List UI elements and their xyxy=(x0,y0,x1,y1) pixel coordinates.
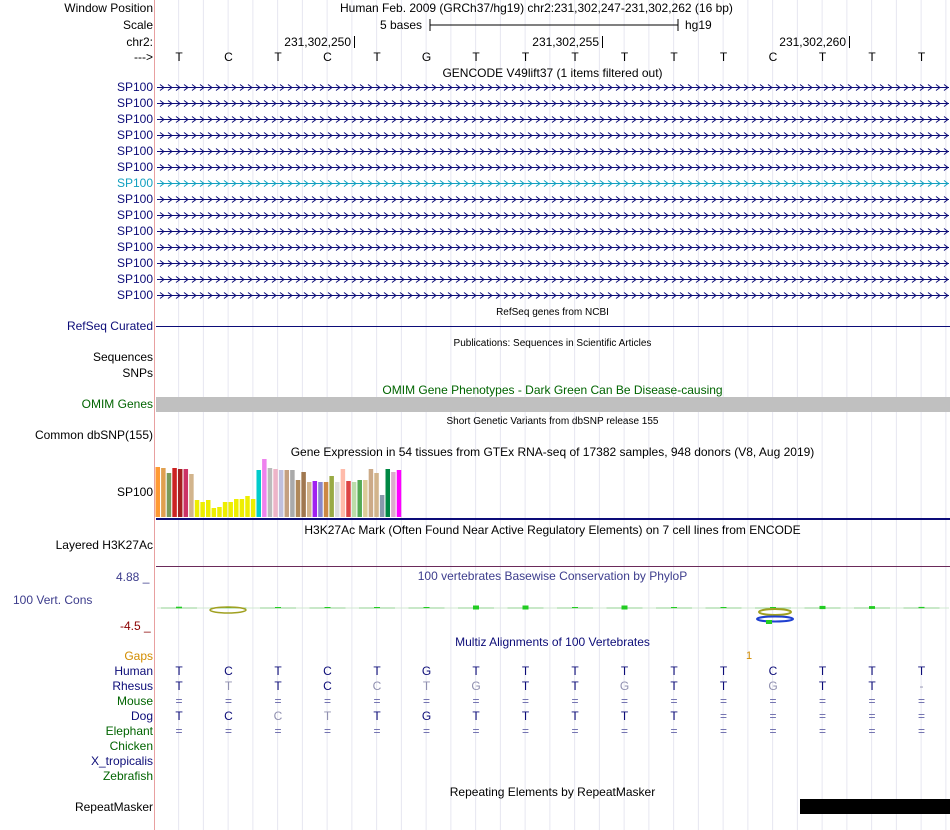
aligned-base: C xyxy=(224,709,233,723)
aligned-base: T xyxy=(620,709,629,723)
aligned-base: T xyxy=(274,679,282,693)
aligned-base: T xyxy=(670,709,678,723)
aligned-base: G xyxy=(421,664,432,678)
multiz-species-label[interactable]: X_tropicalis xyxy=(90,754,153,768)
aligned-base: = xyxy=(719,694,727,708)
conservation-score-bar xyxy=(919,607,925,608)
multiz-species-label[interactable]: Human xyxy=(114,664,153,678)
aligned-base: = xyxy=(917,724,925,738)
reference-base: T xyxy=(719,50,728,64)
reference-base: T xyxy=(175,50,183,64)
aligned-base: G xyxy=(619,679,630,693)
strand-label: ---> xyxy=(134,50,153,64)
conservation-score-bar xyxy=(820,606,826,609)
aligned-base: = xyxy=(521,724,529,738)
aligned-base: T xyxy=(175,679,183,693)
aligned-base: C xyxy=(768,664,778,678)
aligned-base: = xyxy=(769,724,777,738)
gencode-gene-label[interactable]: SP100 xyxy=(116,96,153,110)
aligned-base: = xyxy=(224,724,232,738)
aligned-base: T xyxy=(719,679,728,693)
aligned-base: = xyxy=(719,709,727,723)
gtex-label[interactable]: SP100 xyxy=(116,485,153,499)
aligned-base: T xyxy=(373,709,381,723)
window-position-label: Window Position xyxy=(64,1,153,15)
reference-base: T xyxy=(373,50,381,64)
aligned-base: = xyxy=(274,694,282,708)
aligned-base: T xyxy=(670,664,678,678)
reference-base: T xyxy=(818,50,827,64)
repeat-element[interactable] xyxy=(800,799,950,814)
aligned-base: = xyxy=(769,709,777,723)
aligned-base: - xyxy=(919,679,924,693)
gencode-title: GENCODE V49lift37 (1 items filtered out) xyxy=(442,66,663,80)
aligned-base: C xyxy=(273,709,283,723)
reference-base: T xyxy=(521,50,530,64)
insertion-marker xyxy=(759,609,791,615)
gaps-label: Gaps xyxy=(124,649,153,663)
aligned-base: = xyxy=(818,694,826,708)
repeatmasker-title: Repeating Elements by RepeatMasker xyxy=(449,785,656,799)
dbsnp-title: Short Genetic Variants from dbSNP release 155 xyxy=(446,416,659,427)
gencode-gene-label[interactable]: SP100 xyxy=(116,288,153,302)
aligned-base: = xyxy=(917,694,925,708)
aligned-base: T xyxy=(373,664,381,678)
conservation-score-bar xyxy=(770,607,776,608)
aligned-base: T xyxy=(422,679,431,693)
conservation-score-bar xyxy=(473,606,479,610)
aligned-base: = xyxy=(670,724,678,738)
aligned-base: T xyxy=(224,679,233,693)
h3k27ac-label[interactable]: Layered H3K27Ac xyxy=(55,538,153,552)
multiz-title: Multiz Alignments of 100 Vertebrates xyxy=(455,635,650,649)
aligned-base: = xyxy=(620,724,628,738)
aligned-base: T xyxy=(571,664,579,678)
conservation-score-bar xyxy=(325,607,331,608)
refseq-label[interactable]: RefSeq Curated xyxy=(66,319,153,333)
multiz-species-label[interactable]: Chicken xyxy=(109,739,153,753)
aligned-base: T xyxy=(323,709,332,723)
aligned-base: = xyxy=(373,694,381,708)
aligned-base: = xyxy=(917,709,925,723)
reference-base: T xyxy=(917,50,926,64)
aligned-base: G xyxy=(421,709,432,723)
reference-base: T xyxy=(620,50,629,64)
aligned-base: C xyxy=(323,679,332,693)
omim-label[interactable]: OMIM Genes xyxy=(81,397,153,411)
scale-value: 5 bases xyxy=(380,18,423,32)
sequences-label[interactable]: Sequences xyxy=(92,350,153,364)
gap-marker: 1 xyxy=(745,650,753,662)
reference-base: C xyxy=(768,50,778,64)
conservation-score-bar xyxy=(766,620,772,624)
aligned-base: T xyxy=(917,664,926,678)
chrom-label: chr2: xyxy=(126,35,153,49)
aligned-base: = xyxy=(472,724,480,738)
aligned-base: = xyxy=(670,694,678,708)
reference-base: T xyxy=(274,50,282,64)
deletion-marker xyxy=(757,617,793,622)
conservation-score-bar xyxy=(572,607,578,608)
aligned-base: = xyxy=(422,724,430,738)
aligned-base: = xyxy=(868,724,876,738)
aligned-base: = xyxy=(868,694,876,708)
aligned-base: = xyxy=(620,694,628,708)
reference-base: T xyxy=(670,50,678,64)
aligned-base: T xyxy=(521,709,530,723)
aligned-base: = xyxy=(323,694,331,708)
aligned-base: = xyxy=(719,724,727,738)
gencode-gene-label[interactable]: SP100 xyxy=(116,128,153,142)
aligned-base: T xyxy=(719,664,728,678)
scale-label: Scale xyxy=(122,18,153,32)
chrom-tick-label: 231,302,260 xyxy=(779,35,846,49)
reference-base: T xyxy=(571,50,579,64)
gencode-gene-label[interactable]: SP100 xyxy=(116,240,153,254)
aligned-base: C xyxy=(323,664,332,678)
multiz-species-label[interactable]: Rhesus xyxy=(112,679,153,693)
conservation-score-bar xyxy=(622,606,628,610)
scale-assembly: hg19 xyxy=(685,18,712,32)
reference-base: G xyxy=(421,50,432,64)
aligned-base: T xyxy=(274,664,282,678)
aligned-base: = xyxy=(571,724,579,738)
snps-label[interactable]: SNPs xyxy=(122,366,153,380)
multiz-species-label[interactable]: Elephant xyxy=(105,724,153,738)
aligned-base: = xyxy=(175,694,183,708)
aligned-base: = xyxy=(422,694,430,708)
chrom-tick-label: 231,302,255 xyxy=(532,35,599,49)
h3k27ac-title: H3K27Ac Mark (Often Found Near Active Regulatory Elements) on 7 cell lines from ENCODE xyxy=(304,523,801,537)
gencode-gene-label[interactable]: SP100 xyxy=(116,112,153,126)
conservation-score-bar xyxy=(424,607,430,608)
gencode-gene-label[interactable]: SP100 xyxy=(116,272,153,286)
aligned-base: = xyxy=(274,724,282,738)
gencode-gene-label[interactable]: SP100 xyxy=(116,192,153,206)
aligned-base: T xyxy=(571,709,579,723)
conservation-score-bar xyxy=(275,607,281,608)
gencode-gene-label[interactable]: SP100 xyxy=(116,256,153,270)
aligned-base: T xyxy=(620,664,629,678)
conservation-score-bar xyxy=(374,607,380,608)
window-position-value: Human Feb. 2009 (GRCh37/hg19) chr2:231,302,247-231,302,262 (16 bp) xyxy=(340,1,733,15)
aligned-base: T xyxy=(175,664,183,678)
reference-base: C xyxy=(224,50,233,64)
aligned-base: G xyxy=(768,679,778,693)
conservation-score-bar xyxy=(671,607,677,608)
aligned-base: = xyxy=(521,694,529,708)
omim-title: OMIM Gene Phenotypes - Dark Green Can Be Disease-causing xyxy=(382,383,723,397)
conservation-score-bar xyxy=(721,607,727,608)
reference-base: T xyxy=(868,50,876,64)
aligned-base: G xyxy=(471,679,481,693)
aligned-base: T xyxy=(472,664,480,678)
multiz-species-label[interactable]: Zebrafish xyxy=(102,769,153,783)
gencode-gene-label[interactable]: SP100 xyxy=(116,160,153,174)
aligned-base: = xyxy=(571,694,579,708)
reference-base: T xyxy=(472,50,480,64)
conservation-label[interactable]: 100 Vert. Cons xyxy=(13,593,93,607)
refseq-title: RefSeq genes from NCBI xyxy=(496,307,609,318)
aligned-base: T xyxy=(868,664,876,678)
aligned-base: = xyxy=(818,724,826,738)
gencode-gene-label[interactable]: SP100 xyxy=(116,176,153,190)
conservation-max: 4.88 _ xyxy=(116,570,150,584)
conservation-title: 100 vertebrates Basewise Conservation by PhyloP xyxy=(417,569,688,583)
aligned-base: C xyxy=(372,679,382,693)
conservation-min: -4.5 _ xyxy=(120,619,151,633)
aligned-base: T xyxy=(818,664,827,678)
multiz-species-label[interactable]: Dog xyxy=(130,709,153,723)
aligned-base: T xyxy=(472,709,480,723)
aligned-base: = xyxy=(818,709,826,723)
aligned-base: T xyxy=(571,679,579,693)
aligned-base: = xyxy=(472,694,480,708)
gencode-gene-label[interactable]: SP100 xyxy=(116,144,153,158)
aligned-base: T xyxy=(521,679,530,693)
aligned-base: T xyxy=(818,679,827,693)
gencode-gene-label[interactable]: SP100 xyxy=(116,80,153,94)
conservation-score-bar xyxy=(176,607,182,609)
gencode-gene-label[interactable]: SP100 xyxy=(116,208,153,222)
gencode-gene-label[interactable]: SP100 xyxy=(116,224,153,238)
aligned-base: = xyxy=(175,724,183,738)
conservation-score-bar xyxy=(523,606,529,610)
aligned-base: = xyxy=(373,724,381,738)
aligned-base: = xyxy=(323,724,331,738)
multiz-species-label[interactable]: Mouse xyxy=(116,694,153,708)
reference-base: C xyxy=(323,50,332,64)
repeatmasker-label[interactable]: RepeatMasker xyxy=(74,800,153,814)
gtex-title: Gene Expression in 54 tissues from GTEx RNA-seq of 17382 samples, 948 donors (V8, Aug 2019) xyxy=(290,445,815,459)
aligned-base: = xyxy=(769,694,777,708)
aligned-base: T xyxy=(868,679,876,693)
conservation-score-bar xyxy=(869,606,875,609)
publications-title: Publications: Sequences in Scientific Articles xyxy=(453,338,652,349)
aligned-base: C xyxy=(224,664,233,678)
aligned-base: = xyxy=(224,694,232,708)
aligned-base: T xyxy=(670,679,678,693)
aligned-base: T xyxy=(521,664,530,678)
aligned-base: = xyxy=(868,709,876,723)
dbsnp-label[interactable]: Common dbSNP(155) xyxy=(34,428,153,442)
aligned-base: T xyxy=(175,709,183,723)
chrom-tick-label: 231,302,250 xyxy=(284,35,351,49)
